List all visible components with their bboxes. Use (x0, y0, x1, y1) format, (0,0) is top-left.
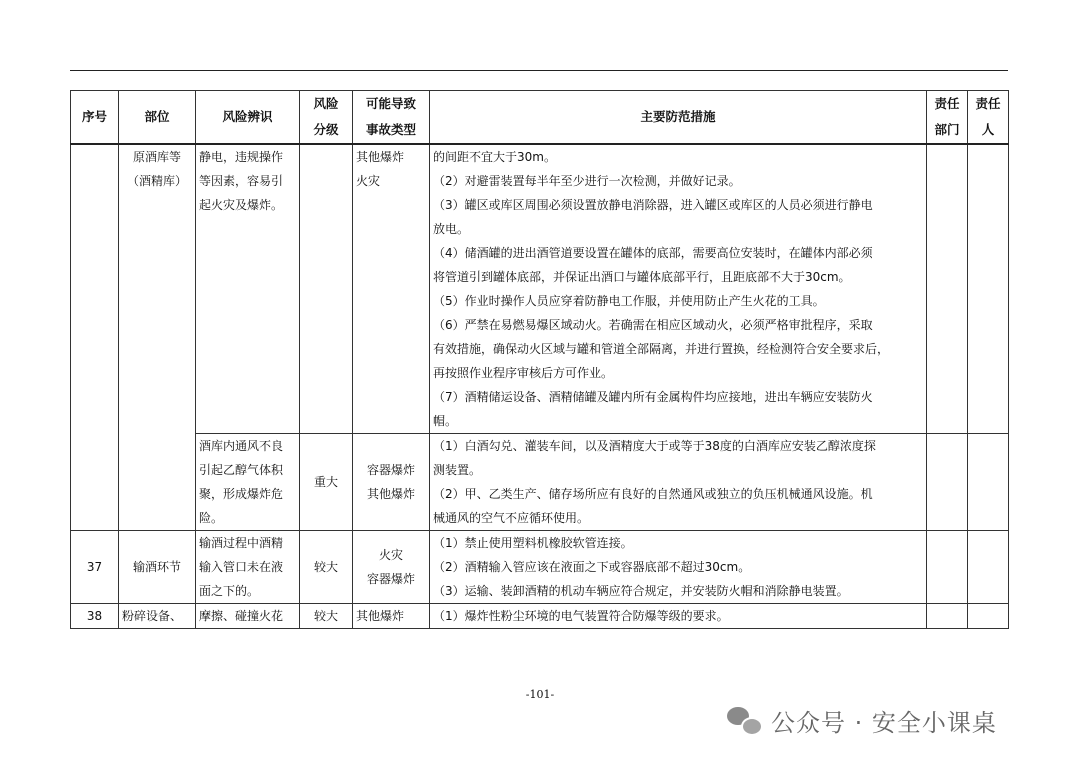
header-risk-level: 风险 分级 (300, 91, 353, 145)
cell-accident-type: 其他爆炸 火灾 (353, 144, 430, 434)
header-accident-type: 可能导致 事故类型 (353, 91, 430, 145)
watermark (727, 700, 997, 740)
cell-no (71, 144, 119, 531)
cell-part: 输酒环节 (119, 531, 196, 604)
wechat-icon (727, 707, 761, 733)
table-row (71, 604, 1009, 629)
watermark-text: 公众号 · 安全小课桌 (771, 708, 997, 737)
cell-part: 粉碎设备、 (119, 604, 196, 629)
cell-measures: （1）禁止使用塑料机橡胶软管连接。 （2）酒精输入管应该在液面之下或容器底部不超过30cm。 （3）运输、装卸酒精的机动车辆应符合规定，并安装防火帽和消除静电装置。 (430, 531, 927, 604)
cell-part: 原酒库等 （酒精库） (119, 144, 196, 531)
cell-risk-id: 酒库内通风不良 引起乙醇气体积 聚，形成爆炸危 险。 (196, 434, 300, 531)
cell-risk-id: 摩擦、碰撞火花 (196, 604, 300, 629)
cell-risk-level (300, 144, 353, 434)
header-dept: 责任 部门 (927, 91, 968, 145)
header-rule (70, 70, 1008, 71)
cell-dept (927, 604, 968, 629)
cell-accident-type: 火灾 容器爆炸 (353, 531, 430, 604)
cell-person (968, 144, 1009, 434)
cell-no: 37 (71, 531, 119, 604)
cell-measures: 的间距不宜大于30m。 （2）对避雷装置每半年至少进行一次检测，并做好记录。 （3）罐区或库区周围必须设置放静电消除器，进入罐区或库区的人员必须进行静电 放电。 （4）储酒罐的进出酒管道要设置在罐体的底部，需要高位安装时，在罐体内部必须 将管道引到罐体底部，并保证出酒口与罐体底部平行，且距底部不大于30cm。 （5）作业时操作人员应穿着防静电工作服，并使用防止产生火花的工具。 （6）严禁在易燃易爆区域动火。若确需在相应区域动火，必须严格审批程序，采取 有效措施，确保动火区域与罐和管道全部隔离，并进行置换，经检测符合安全要求后， 再按照作业程序审核后方可作业。 （7）酒精储运设备、酒精储罐及罐内所有金属构件均应接地，进出车辆应安装防火 帽。 (430, 144, 927, 434)
table-row (71, 434, 1009, 531)
cell-person (968, 434, 1009, 531)
cell-dept (927, 434, 968, 531)
cell-dept (927, 144, 968, 434)
cell-risk-level: 重大 (300, 434, 353, 531)
header-person: 责任 人 (968, 91, 1009, 145)
header-part: 部位 (119, 91, 196, 145)
cell-no: 38 (71, 604, 119, 629)
cell-person (968, 604, 1009, 629)
cell-person (968, 531, 1009, 604)
table-row (71, 531, 1009, 604)
cell-measures: （1）白酒勾兑、灌装车间，以及酒精度大于或等于38度的白酒库应安装乙醇浓度探 测装置。 （2）甲、乙类生产、储存场所应有良好的自然通风或独立的负压机械通风设施。机 械通风的空气不应循环使用。 (430, 434, 927, 531)
cell-dept (927, 531, 968, 604)
risk-table (70, 90, 1009, 629)
table-row (71, 144, 1009, 434)
header-no: 序号 (71, 91, 119, 145)
cell-risk-id: 输酒过程中酒精 输入管口未在液 面之下的。 (196, 531, 300, 604)
cell-accident-type: 容器爆炸 其他爆炸 (353, 434, 430, 531)
table-header-row (71, 91, 1009, 145)
cell-measures: （1）爆炸性粉尘环境的电气装置符合防爆等级的要求。 (430, 604, 927, 629)
header-risk-id: 风险辨识 (196, 91, 300, 145)
cell-accident-type: 其他爆炸 (353, 604, 430, 629)
cell-risk-level: 较大 (300, 604, 353, 629)
header-measures: 主要防范措施 (430, 91, 927, 145)
page-number: -101- (525, 688, 555, 701)
cell-risk-level: 较大 (300, 531, 353, 604)
cell-risk-id: 静电，违规操作 等因素，容易引 起火灾及爆炸。 (196, 144, 300, 434)
